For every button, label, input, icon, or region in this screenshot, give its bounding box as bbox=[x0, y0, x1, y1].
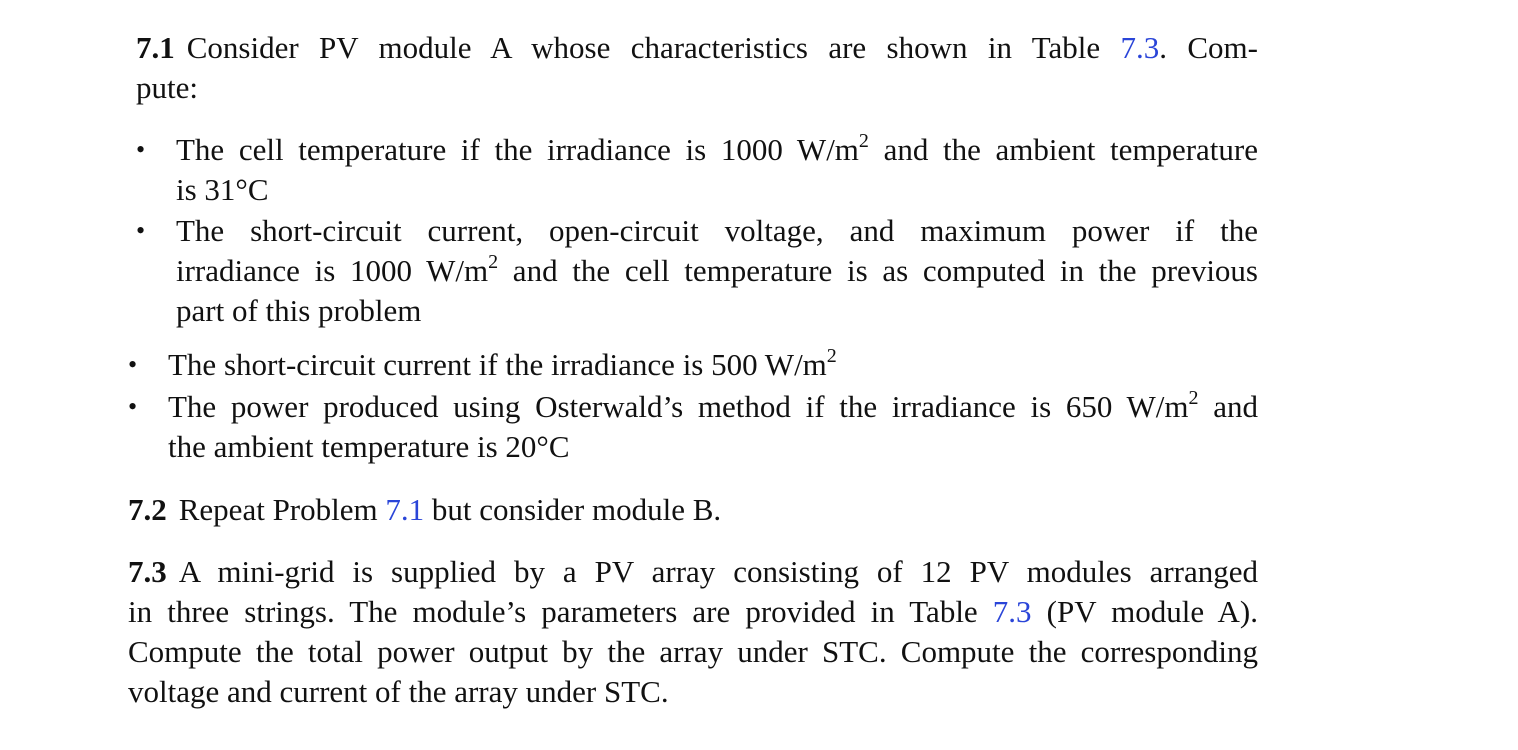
superscript: 2 bbox=[826, 344, 837, 367]
superscript: 2 bbox=[1188, 386, 1199, 409]
problem-7-1-line-1 bbox=[136, 28, 1258, 68]
bullet-line bbox=[176, 130, 1258, 170]
problem-7-3 bbox=[128, 552, 1258, 712]
list-item bbox=[128, 345, 1258, 385]
bullet-text-part: The power produced using Osterwald’s method if the irradiance is 650 W/m bbox=[168, 389, 1189, 424]
problem-text: but consider module B. bbox=[431, 492, 722, 527]
list-item bbox=[136, 130, 1258, 210]
problem-text: . Com- bbox=[1159, 30, 1258, 65]
bullet-icon: • bbox=[136, 135, 146, 164]
problem-text: A mini-grid is supplied by a PV array consisting of 12 PV modules arranged bbox=[178, 554, 1258, 589]
problem-number: 7.2 bbox=[128, 492, 167, 527]
bullet-icon: • bbox=[128, 392, 138, 421]
problem-7-3-line-1 bbox=[128, 552, 1258, 592]
problem-7-3-line-2 bbox=[128, 592, 1258, 632]
problem-text: in three strings. The module’s parameters are provided in Table bbox=[128, 594, 978, 629]
bullet-line: the ambient temperature is 20°C bbox=[168, 429, 570, 464]
problem-7-3-line-3: Compute the total power output by the array under STC. Compute the corresponding bbox=[128, 634, 1258, 669]
bullet-line: part of this problem bbox=[176, 293, 422, 328]
problem-7-2 bbox=[128, 490, 1258, 530]
problem-number: 7.1 bbox=[136, 30, 175, 65]
bullet-line bbox=[168, 387, 1258, 427]
bullet-text-part: The short-circuit current if the irradiance is 500 W/m bbox=[168, 347, 827, 382]
superscript: 2 bbox=[488, 250, 499, 273]
table-reference-link[interactable]: 7.3 bbox=[1120, 30, 1160, 65]
list-item bbox=[128, 387, 1258, 467]
problem-text: (PV module A). bbox=[1046, 594, 1258, 629]
problem-text: Repeat Problem bbox=[178, 492, 378, 527]
bullet-text-part: and the ambient temperature bbox=[868, 132, 1258, 167]
bullet-text-part: and bbox=[1198, 389, 1258, 424]
superscript: 2 bbox=[858, 129, 869, 152]
problem-7-3-line-4: voltage and current of the array under STC. bbox=[128, 674, 669, 709]
bullet-icon: • bbox=[136, 216, 146, 245]
bullet-line: is 31°C bbox=[176, 172, 269, 207]
bullet-line: The short-circuit current, open-circuit voltage, and maximum power if the bbox=[176, 213, 1258, 248]
bullet-line bbox=[168, 345, 1258, 385]
bullet-line bbox=[176, 251, 1258, 291]
problem-text: Consider PV module A whose characteristics are shown in Table bbox=[186, 30, 1101, 65]
problem-7-1 bbox=[136, 28, 1258, 108]
bullet-text-part: The cell temperature if the irradiance is 1000 W/m bbox=[176, 132, 859, 167]
problem-reference-link[interactable]: 7.1 bbox=[385, 492, 425, 527]
problem-7-1-line-2: pute: bbox=[136, 70, 198, 105]
bullet-text-part: irradiance is 1000 W/m bbox=[176, 253, 489, 288]
problem-number: 7.3 bbox=[128, 554, 167, 589]
bullet-text-part: and the cell temperature is as computed in the previous bbox=[498, 253, 1258, 288]
table-reference-link[interactable]: 7.3 bbox=[992, 594, 1032, 629]
list-item bbox=[136, 211, 1258, 331]
bullet-icon: • bbox=[128, 350, 138, 379]
